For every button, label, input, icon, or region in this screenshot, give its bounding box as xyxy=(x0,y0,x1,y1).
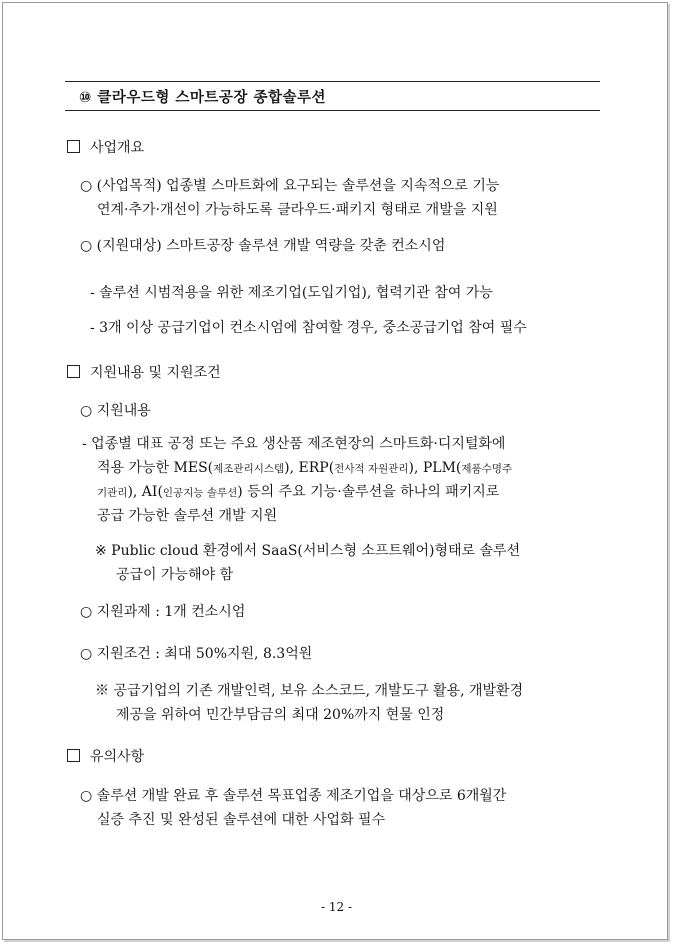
page-number: - 12 - xyxy=(320,900,352,914)
content-line-4: 공급 가능한 솔루션 개발 지원 xyxy=(97,508,278,524)
notes-line-2: 실증 추진 및 완성된 솔루션에 대한 사업화 필수 xyxy=(97,812,386,828)
section-title: ⑩ 클라우드형 스마트공장 종합솔루션 xyxy=(79,89,327,106)
heading-overview xyxy=(67,137,144,157)
cond-note-line-2: 제공을 위하여 민간부담금의 최대 20%까지 현물 인정 xyxy=(116,707,445,723)
heading-support-text: 지원내용 및 지원조건 xyxy=(90,365,221,381)
note-line-2: 공급이 가능해야 함 xyxy=(116,567,234,583)
heading-support xyxy=(67,362,221,382)
heading-notes-text: 유의사항 xyxy=(90,749,145,765)
task-line: ○ 지원과제 : 1개 컨소시엄 xyxy=(80,604,246,620)
notes-line-1: ○ 솔루션 개발 완료 후 솔루션 목표업종 제조기업을 대상으로 6개월간 xyxy=(80,788,507,804)
content-label: ○ 지원내용 xyxy=(80,403,151,419)
checkbox-square-icon xyxy=(67,140,80,153)
condition-line: ○ 지원조건 : 최대 50%지원, 8.3억원 xyxy=(80,646,313,662)
purpose-line-1: ○ (사업목적) 업종별 스마트화에 요구되는 솔루션을 지속적으로 기능 xyxy=(80,178,500,194)
content-line-3: 기관리), AI(인공지능 솔루션) 등의 주요 기능·솔루션을 하나의 패키지로 xyxy=(97,484,500,500)
content-line-1: - 업종별 대표 공정 또는 주요 생산품 제조현장의 스마트화·디지털화에 xyxy=(82,436,506,452)
content-line-2: 적용 가능한 MES(제조관리시스템), ERP(전사적 자원관리), PLM(제품수명주 xyxy=(97,460,513,476)
section-title-bar xyxy=(65,81,600,111)
note-line-1: ※ Public cloud 환경에서 SaaS(서비스형 소프트웨어)형태로 솔루션 xyxy=(95,543,521,559)
cond-note-line-1: ※ 공급기업의 기존 개발인력, 보유 소스코드, 개발도구 활용, 개발환경 xyxy=(95,683,524,699)
heading-overview-text: 사업개요 xyxy=(90,140,145,156)
target-line: ○ (지원대상) 스마트공장 솔루션 개발 역량을 갖춘 컨소시엄 xyxy=(80,238,446,254)
target-sub-1: - 솔루션 시범적용을 위한 제조기업(도입기업), 협력기관 참여 가능 xyxy=(90,285,493,301)
target-sub-2: - 3개 이상 공급기업이 컨소시엄에 참여할 경우, 중소공급기업 참여 필수 xyxy=(90,320,527,336)
checkbox-square-icon xyxy=(67,365,80,378)
checkbox-square-icon xyxy=(67,749,80,762)
purpose-line-2: 연계·추가·개선이 가능하도록 클라우드·패키지 형태로 개발을 지원 xyxy=(97,202,498,218)
heading-notes xyxy=(67,746,144,766)
